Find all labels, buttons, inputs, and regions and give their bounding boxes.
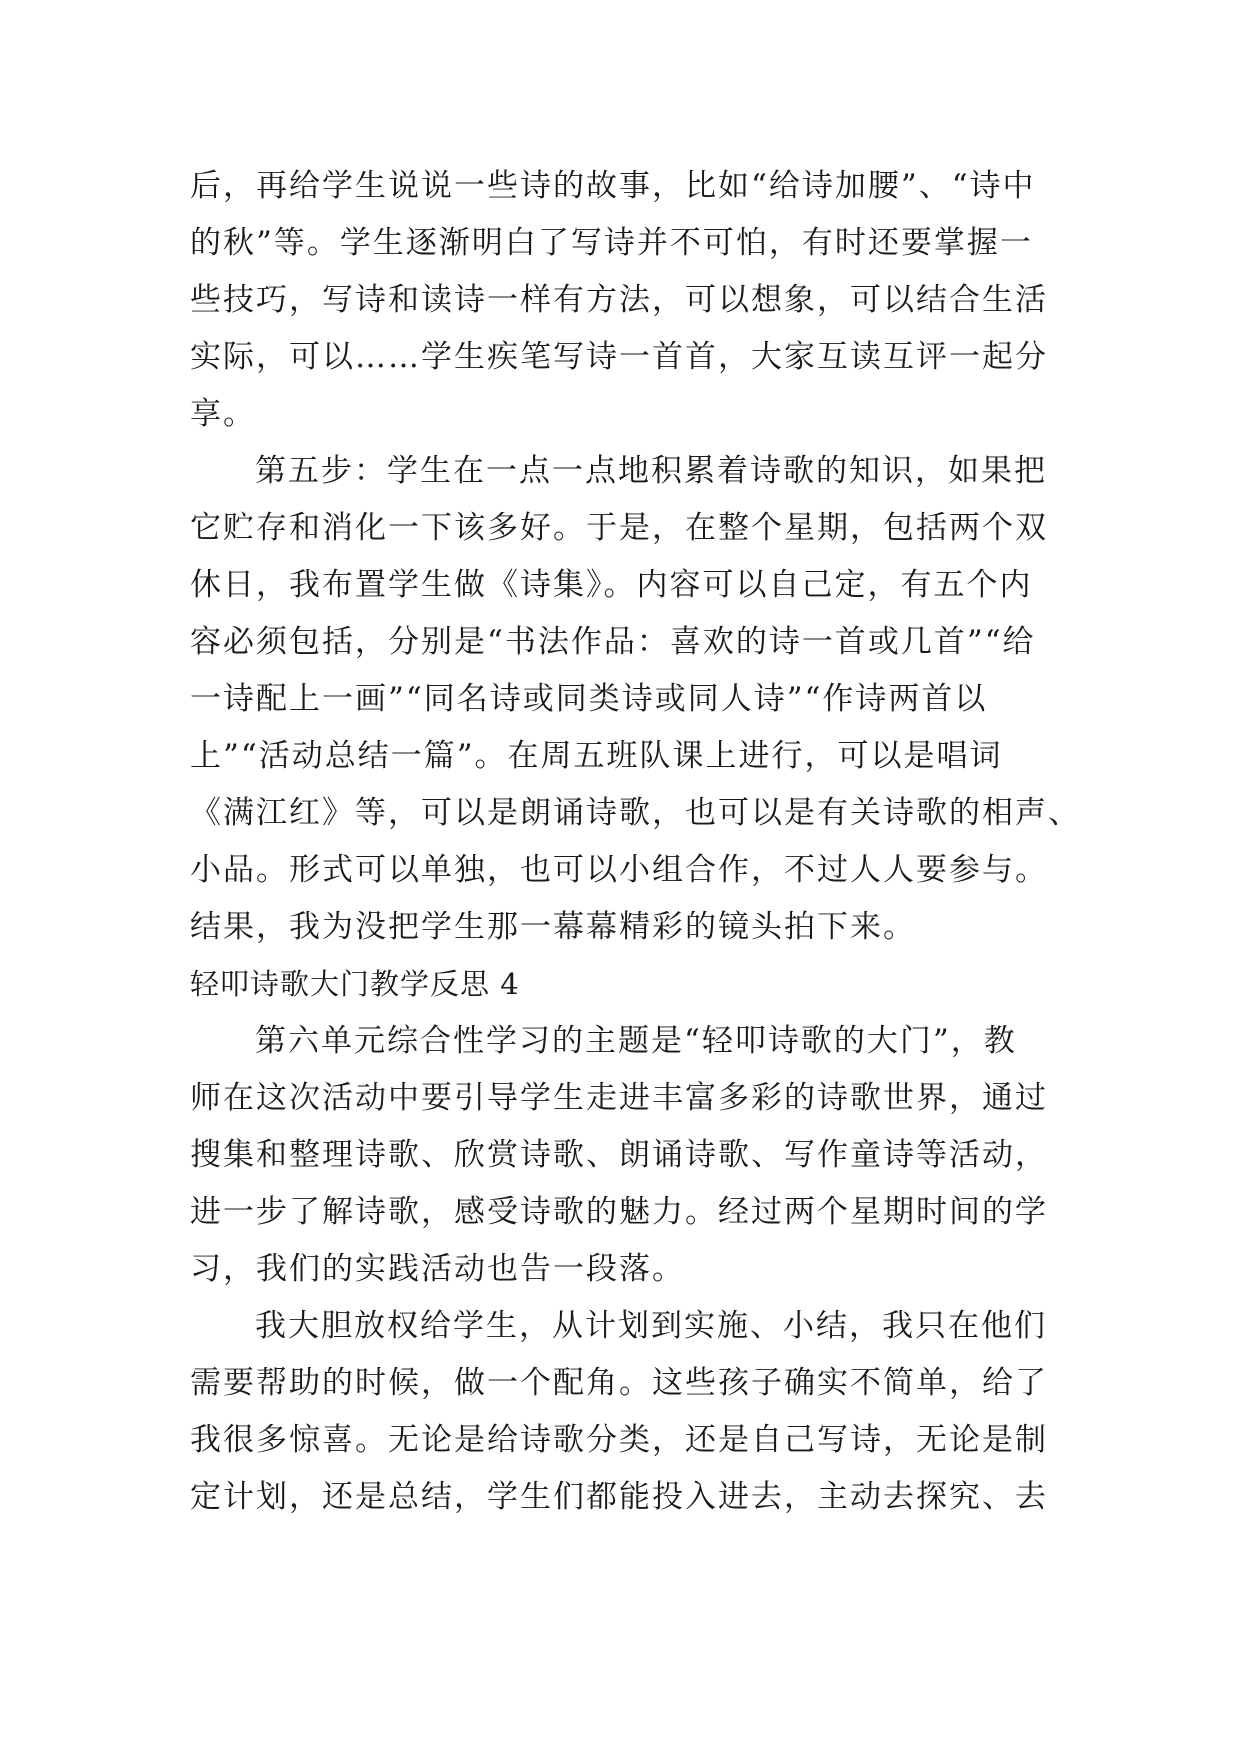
text-line: 《满江红》等，可以是朗诵诗歌，也可以是有关诗歌的相声、 — [190, 795, 1081, 831]
text-line: 第六单元综合性学习的主题是“轻叩诗歌的大门”，教 — [255, 1023, 1017, 1059]
text-line: 我很多惊喜。无论是给诗歌分类，还是自己写诗，无论是制 — [190, 1422, 1048, 1458]
text-line: 师在这次活动中要引导学生走进丰富多彩的诗歌世界，通过 — [190, 1080, 1048, 1116]
text-line: 第五步：学生在一点一点地积累着诗歌的知识，如果把 — [255, 453, 1047, 489]
text-line: 小品。形式可以单独，也可以小组合作，不过人人要参与。 — [190, 852, 1048, 888]
text-line: 休日，我布置学生做《诗集》。内容可以自己定，有五个内 — [190, 567, 1033, 603]
text-line: 一诗配上一画”“同名诗或同类诗或同人诗”“作诗两首以 — [190, 681, 988, 717]
text-line: 的秋”等。学生逐渐明白了写诗并不可怕，有时还要掌握一 — [190, 225, 1033, 261]
section-title: 轻叩诗歌大门教学反思 4 — [190, 967, 520, 1001]
text-line: 容必须包括，分别是“书法作品：喜欢的诗一首或几首”“给 — [190, 624, 1036, 660]
text-line: 后，再给学生说说一些诗的故事，比如“给诗加腰”、“诗中 — [190, 168, 1036, 204]
text-line: 上”“活动总结一篇”。在周五班队课上进行，可以是唱词 — [190, 738, 1003, 774]
text-line: 它贮存和消化一下该多好。于是，在整个星期，包括两个双 — [190, 510, 1048, 546]
text-line: 需要帮助的时候，做一个配角。这些孩子确实不简单，给了 — [190, 1365, 1048, 1401]
text-line: 进一步了解诗歌，感受诗歌的魅力。经过两个星期时间的学 — [190, 1194, 1048, 1230]
text-line: 结果，我为没把学生那一幕幕精彩的镜头拍下来。 — [190, 909, 916, 945]
text-line: 定计划，还是总结，学生们都能投入进去，主动去探究、去 — [190, 1479, 1048, 1515]
paragraph — [190, 1013, 1060, 1298]
text-line: 搜集和整理诗歌、欣赏诗歌、朗诵诗歌、写作童诗等活动， — [190, 1137, 1048, 1173]
paragraph — [190, 443, 1081, 956]
text-line: 实际，可以……学生疾笔写诗一首首，大家互读互评一起分 — [190, 339, 1048, 375]
text-line: 我大胆放权给学生，从计划到实施、小结，我只在他们 — [255, 1308, 1047, 1344]
paragraph — [190, 1298, 1060, 1526]
text-line: 习，我们的实践活动也告一段落。 — [190, 1251, 685, 1287]
paragraph — [190, 158, 1060, 443]
text-line: 享。 — [190, 396, 256, 432]
text-line: 些技巧，写诗和读诗一样有方法，可以想象，可以结合生活 — [190, 282, 1048, 318]
document-body — [190, 158, 1081, 1526]
